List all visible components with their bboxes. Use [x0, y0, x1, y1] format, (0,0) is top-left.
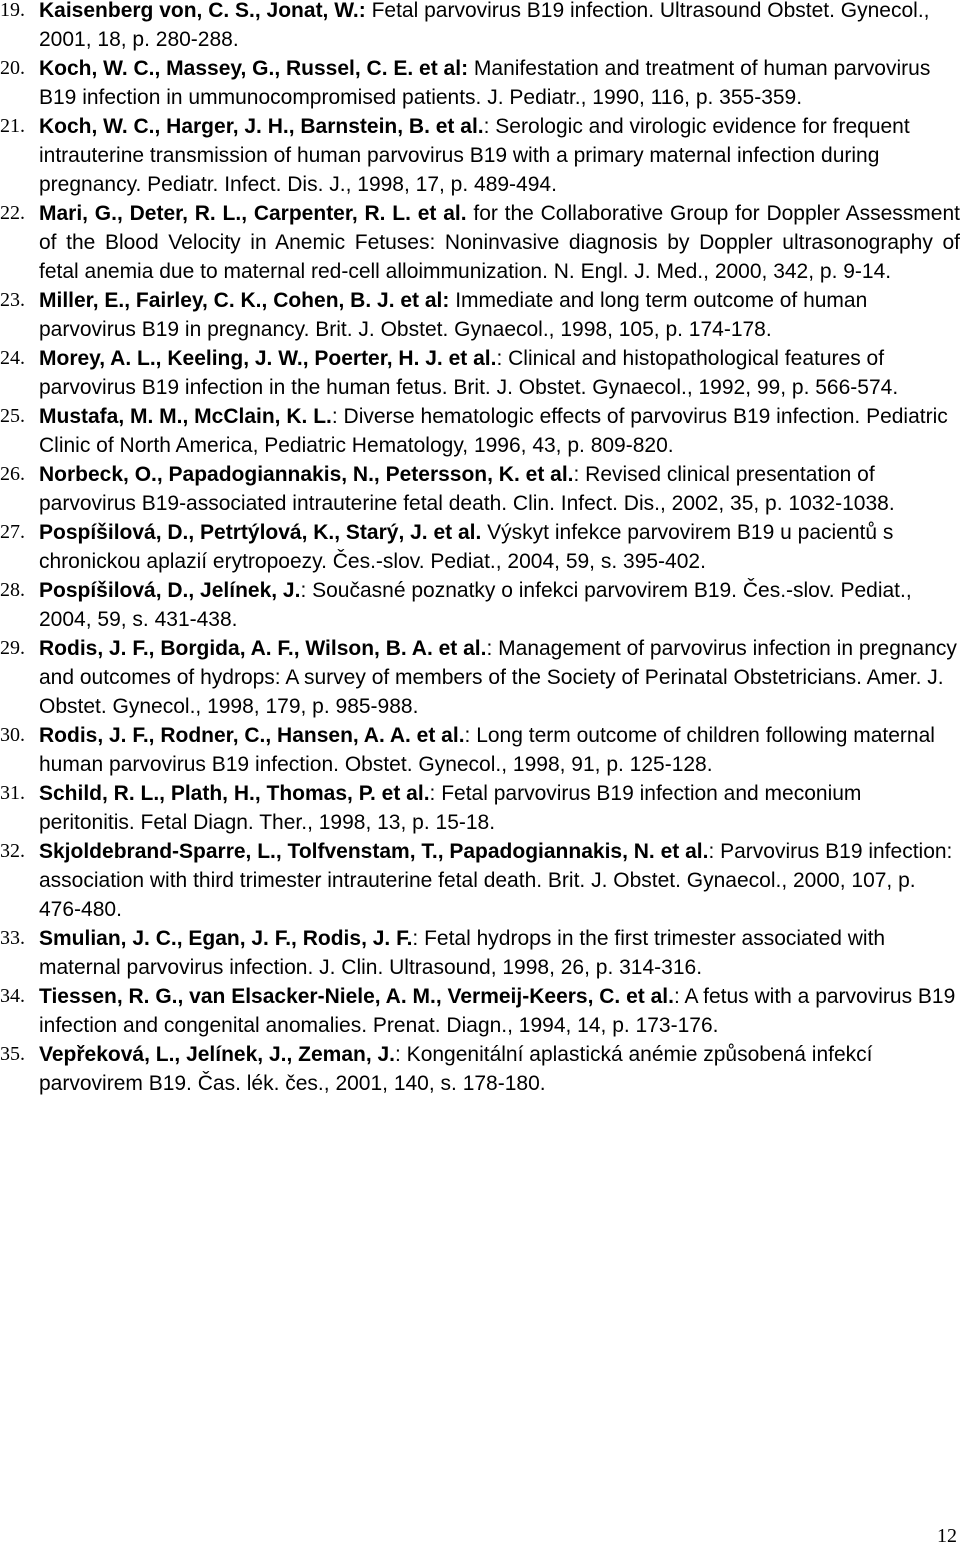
- reference-details: Manifestation and treatment of human parvovirus B19 infection in ummunocompromised patients. J. Pediatr., 1990, 116, p. 355-359.: [39, 57, 931, 109]
- reference-text: [39, 637, 957, 718]
- reference-item: [0, 199, 960, 286]
- reference-details: : Clinical and histopathological features of parvovirus B19 infection in the human fetus. Brit. J. Obstet. Gynaecol., 1992, 99, p. 566-574.: [39, 347, 899, 399]
- reference-item: [0, 1040, 960, 1098]
- reference-item: [0, 402, 960, 460]
- reference-text: [39, 199, 960, 286]
- reference-item: [0, 54, 960, 112]
- reference-number: 20.: [0, 57, 25, 79]
- reference-item: [0, 518, 960, 576]
- reference-text: [39, 840, 952, 921]
- reference-authors: Mari, G., Deter, R. L., Carpenter, R. L. et al.: [39, 202, 467, 225]
- reference-text: [39, 347, 898, 399]
- reference-details: for the Collaborative Group for Doppler Assessment of the Blood Velocity in Anemic Fetuses: Noninvasive diagnosis by Doppler ultrasonography of fetal anemia due to maternal red-cell alloimmunization. N. Engl. J. Med., 2000, 342, p. 9-14.: [39, 202, 960, 283]
- reference-details: : Současné poznatky o infekci parvovirem B19. Čes.-slov. Pediat., 2004, 59, s. 431-438.: [39, 579, 912, 631]
- reference-details: : Fetal parvovirus B19 infection and meconium peritonitis. Fetal Diagn. Ther., 1998, 13, p. 15-18.: [39, 782, 862, 834]
- reference-number: 27.: [0, 521, 25, 543]
- reference-item: [0, 779, 960, 837]
- reference-number: 32.: [0, 840, 25, 862]
- reference-authors: Vepřeková, L., Jelínek, J., Zeman, J.: [39, 1043, 396, 1066]
- reference-authors: Mustafa, M. M., McClain, K. L.: [39, 405, 332, 428]
- reference-details: : Fetal hydrops in the first trimester associated with maternal parvovirus infection. J. Clin. Ultrasound, 1998, 26, p. 314-316.: [39, 927, 886, 979]
- reference-authors: Pospíšilová, D., Jelínek, J.: [39, 579, 301, 602]
- reference-authors: Skjoldebrand-Sparre, L., Tolfvenstam, T., Papadogiannakis, N. et al.: [39, 840, 709, 863]
- reference-number: 31.: [0, 782, 25, 804]
- reference-item: [0, 112, 960, 199]
- reference-text: [39, 579, 912, 631]
- reference-authors: Morey, A. L., Keeling, J. W., Poerter, H. J. et al.: [39, 347, 497, 370]
- reference-text: [39, 0, 930, 51]
- reference-text: [39, 463, 895, 515]
- reference-authors: Koch, W. C., Harger, J. H., Barnstein, B. et al.: [39, 115, 484, 138]
- reference-text: [39, 927, 885, 979]
- reference-details: Fetal parvovirus B19 infection. Ultrasound Obstet. Gynecol., 2001, 18, p. 280-288.: [39, 0, 930, 51]
- reference-number: 34.: [0, 985, 25, 1007]
- reference-text: [39, 521, 893, 573]
- reference-number: 35.: [0, 1043, 25, 1065]
- reference-number: 19.: [0, 0, 25, 21]
- reference-authors: Miller, E., Fairley, C. K., Cohen, B. J. et al:: [39, 289, 450, 312]
- reference-number: 28.: [0, 579, 25, 601]
- reference-item: [0, 634, 960, 721]
- reference-authors: Kaisenberg von, C. S., Jonat, W.:: [39, 0, 366, 22]
- reference-authors: Koch, W. C., Massey, G., Russel, C. E. et al:: [39, 57, 469, 80]
- reference-authors: Rodis, J. F., Rodner, C., Hansen, A. A. et al.: [39, 724, 465, 747]
- reference-details: : Management of parvovirus infection in pregnancy and outcomes of hydrops: A survey of members of the Society of Perinatal Obstetricians. Amer. J. Obstet. Gynecol., 1998, 179, p. 985-988.: [39, 637, 957, 718]
- reference-details: : Long term outcome of children following maternal human parvovirus B19 infection. Obstet. Gynecol., 1998, 91, p. 125-128.: [39, 724, 935, 776]
- reference-number: 23.: [0, 289, 25, 311]
- reference-number: 22.: [0, 202, 25, 224]
- reference-authors: Pospíšilová, D., Petrtýlová, K., Starý, J. et al.: [39, 521, 482, 544]
- reference-number: 24.: [0, 347, 25, 369]
- reference-details: : Parvovirus B19 infection: association with third trimester intrauterine fetal death. Brit. J. Obstet. Gynaecol., 2000, 107, p. 476-480.: [39, 840, 953, 921]
- reference-number: 33.: [0, 927, 25, 949]
- reference-number: 30.: [0, 724, 25, 746]
- reference-text: [39, 405, 948, 457]
- reference-item: [0, 460, 960, 518]
- reference-details: Výskyt infekce parvovirem B19 u pacientů s chronickou aplazií erytropoezy. Čes.-slov. Pediat., 2004, 59, s. 395-402.: [39, 521, 894, 573]
- reference-text: [39, 724, 935, 776]
- reference-number: 25.: [0, 405, 25, 427]
- reference-number: 26.: [0, 463, 25, 485]
- reference-details: : A fetus with a parvovirus B19 infection and congenital anomalies. Prenat. Diagn., 1994, 14, p. 173-176.: [39, 985, 956, 1037]
- reference-number: 29.: [0, 637, 25, 659]
- reference-text: [39, 985, 955, 1037]
- page-number: 12: [937, 1525, 957, 1547]
- reference-authors: Smulian, J. C., Egan, J. F., Rodis, J. F.: [39, 927, 413, 950]
- reference-item: [0, 0, 960, 54]
- reference-item: [0, 344, 960, 402]
- reference-authors: Norbeck, O., Papadogiannakis, N., Petersson, K. et al.: [39, 463, 574, 486]
- reference-details: : Revised clinical presentation of parvovirus B19-associated intrauterine fetal death. Clin. Infect. Dis., 2002, 35, p. 1032-1038.: [39, 463, 895, 515]
- reference-authors: Tiessen, R. G., van Elsacker-Niele, A. M., Vermeij-Keers, C. et al.: [39, 985, 674, 1008]
- reference-item: [0, 924, 960, 982]
- reference-details: : Kongenitální aplastická anémie způsobená infekcí parvovirem B19. Čas. lék. čes., 2001, 140, s. 178-180.: [39, 1043, 873, 1095]
- reference-text: [39, 115, 910, 196]
- reference-details: : Serologic and virologic evidence for frequent intrauterine transmission of human parvovirus B19 with a primary maternal infection during pregnancy. Pediatr. Infect. Dis. J., 1998, 17, p. 489-494.: [39, 115, 910, 196]
- reference-item: [0, 286, 960, 344]
- reference-item: [0, 837, 960, 924]
- reference-authors: Rodis, J. F., Borgida, A. F., Wilson, B. A. et al.: [39, 637, 487, 660]
- reference-text: [39, 1043, 873, 1095]
- reference-item: [0, 576, 960, 634]
- reference-item: [0, 982, 960, 1040]
- reference-details: Immediate and long term outcome of human parvovirus B19 in pregnancy. Brit. J. Obstet. Gynaecol., 1998, 105, p. 174-178.: [39, 289, 868, 341]
- reference-item: [0, 721, 960, 779]
- reference-text: [39, 289, 867, 341]
- reference-authors: Schild, R. L., Plath, H., Thomas, P. et al.: [39, 782, 430, 805]
- reference-number: 21.: [0, 115, 25, 137]
- reference-text: [39, 57, 930, 109]
- reference-details: : Diverse hematologic effects of parvovirus B19 infection. Pediatric Clinic of North America, Pediatric Hematology, 1996, 43, p. 809-820.: [39, 405, 948, 457]
- reference-text: [39, 782, 861, 834]
